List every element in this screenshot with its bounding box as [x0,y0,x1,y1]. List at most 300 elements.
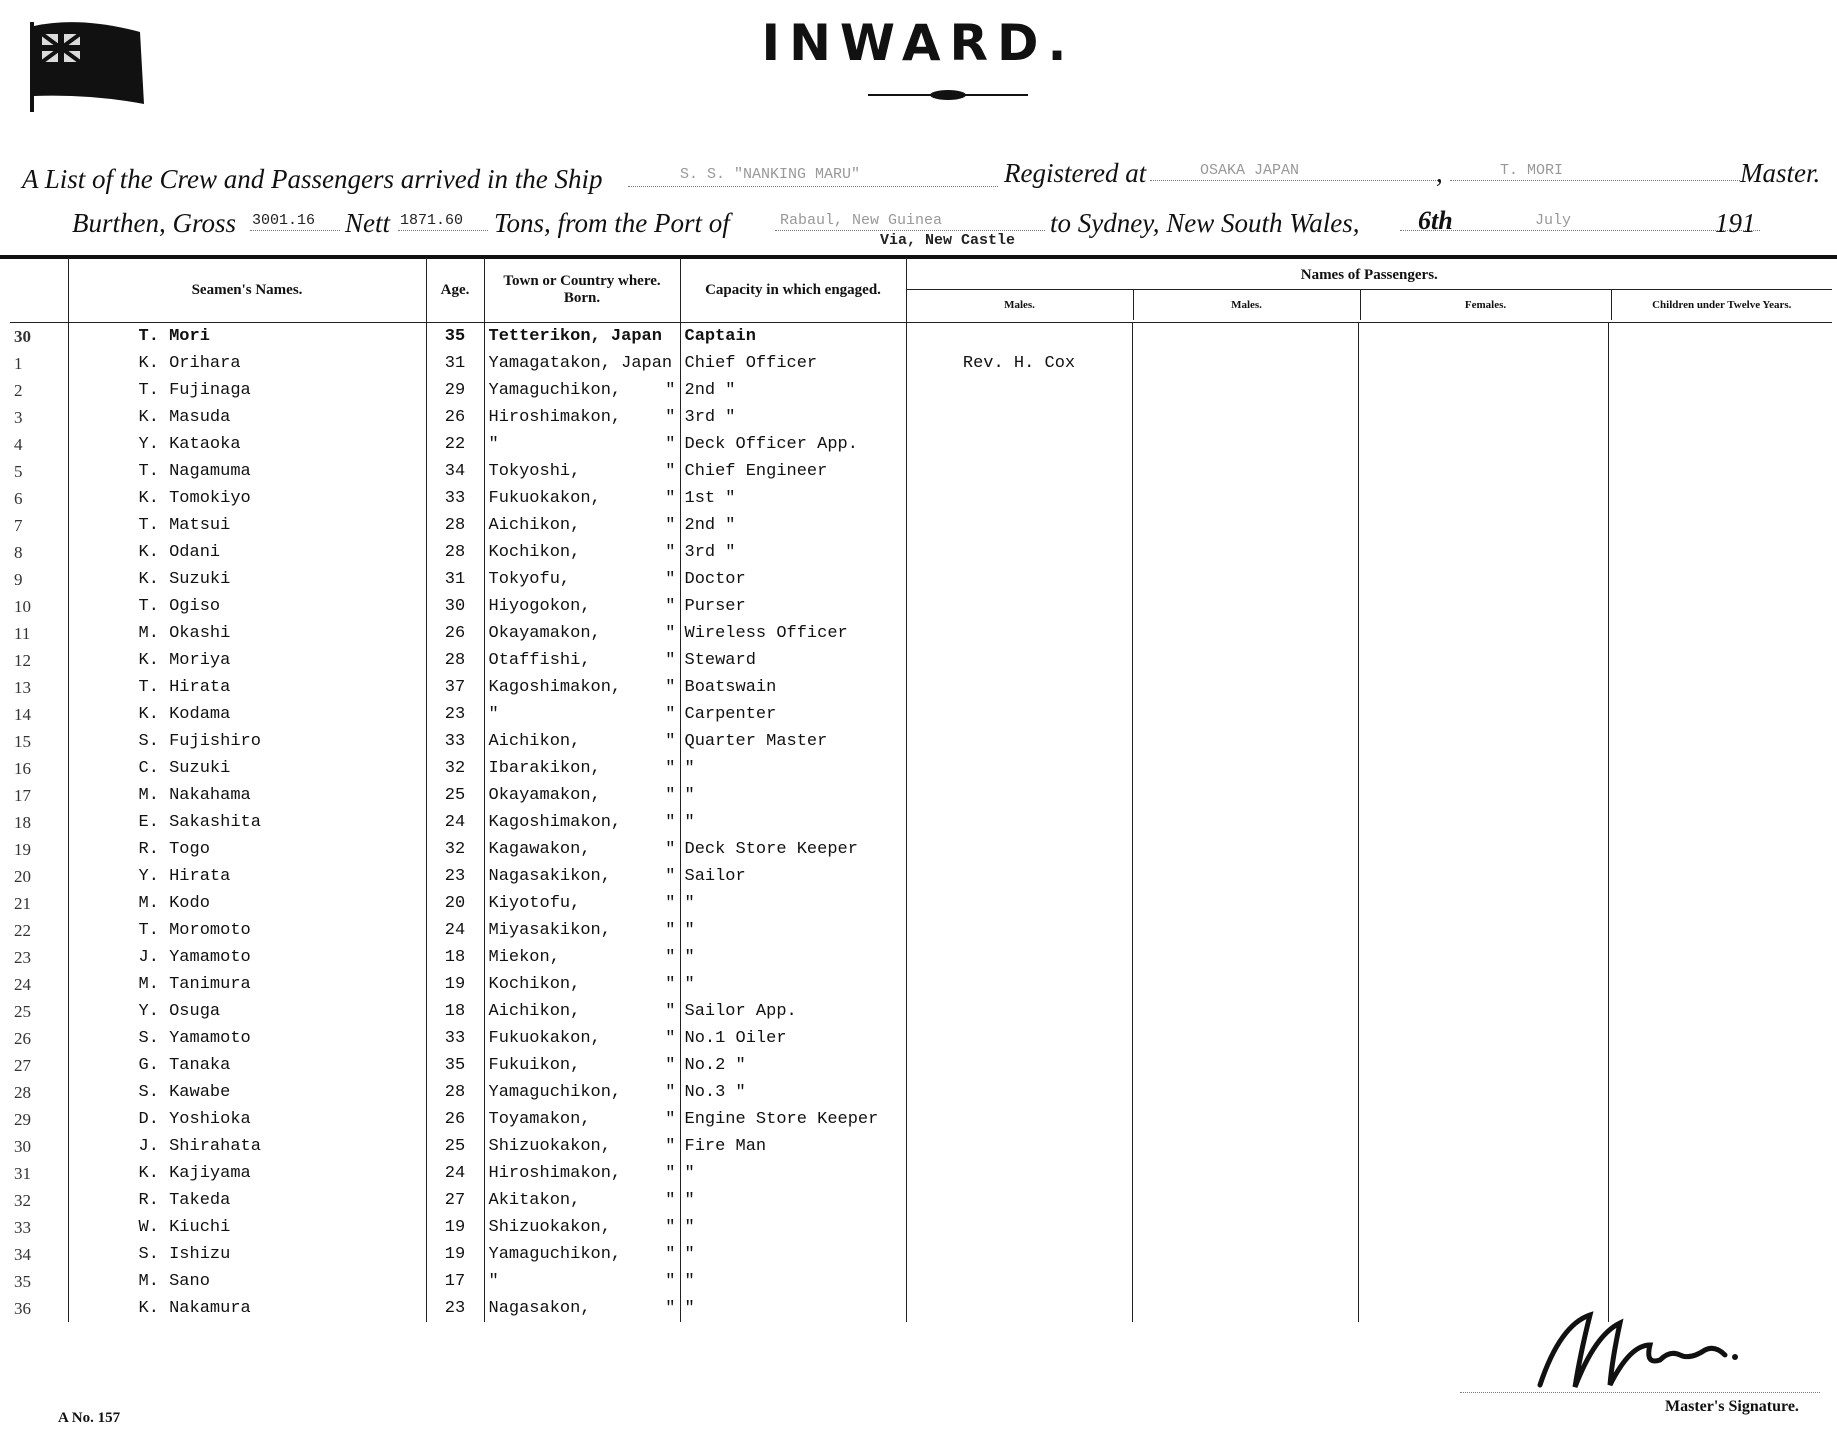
crew-number: 9 [14,569,23,589]
birthplace [484,728,680,755]
ditto-mark: " [665,624,676,643]
birthplace-text: Shizuokakon, [488,1137,611,1156]
passenger-cell [1608,755,1832,782]
seaman-age: 18 [426,944,484,971]
birthplace [484,512,680,539]
col-males-2: Males. [1133,290,1360,320]
birthplace-text: Nagasakon, [488,1299,591,1318]
crew-number: 14 [14,704,31,724]
birthplace [484,1214,680,1241]
seaman-age: 33 [426,485,484,512]
dotted-line [398,230,488,231]
seaman-age: 23 [426,863,484,890]
birthplace-text: Okayamakon, [488,786,601,805]
table-row [10,593,1832,620]
crew-number: 34 [14,1244,31,1264]
ditto-mark: " [665,894,676,913]
crew-number: 21 [14,893,31,913]
birthplace-text: " [488,705,499,724]
passenger-cell [1358,971,1608,998]
passenger-cell [1132,1025,1358,1052]
passenger-cell [1608,512,1832,539]
crew-number: 10 [14,596,31,616]
capacity: Deck Store Keeper [680,836,906,863]
capacity: Deck Officer App. [680,431,906,458]
seaman-name: K. Masuda [68,404,426,431]
seaman-age: 18 [426,998,484,1025]
table-row [10,620,1832,647]
passenger-cell [1132,377,1358,404]
seaman-age: 24 [426,809,484,836]
crew-number: 29 [14,1109,31,1129]
birthplace [484,944,680,971]
col-age: Age. [426,258,484,323]
passenger-cell [1358,323,1608,351]
arrival-day: 6th [1418,206,1453,235]
seaman-age: 19 [426,1214,484,1241]
crew-number: 35 [14,1271,31,1291]
passenger-cell [1608,647,1832,674]
birthplace [484,755,680,782]
seaman-age: 31 [426,566,484,593]
passenger-cell [1132,1079,1358,1106]
passenger-cell [1608,539,1832,566]
passenger-cell [1132,944,1358,971]
passenger-cell [1608,1079,1832,1106]
passenger-cell [1358,782,1608,809]
capacity: " [680,782,906,809]
dotted-line [1400,230,1760,231]
crew-number: 24 [14,974,31,994]
seaman-age: 24 [426,917,484,944]
passenger-cell [1358,431,1608,458]
birthplace-text: Kochikon, [488,975,581,994]
seaman-age: 27 [426,1187,484,1214]
col-town: Town or Country where. Born. [484,258,680,323]
ditto-mark: " [665,840,676,859]
seaman-name: S. Yamamoto [68,1025,426,1052]
capacity: Steward [680,647,906,674]
ditto-mark: " [665,732,676,751]
birthplace [484,1268,680,1295]
seaman-name: S. Kawabe [68,1079,426,1106]
capacity: 2nd " [680,512,906,539]
crew-number: 23 [14,947,31,967]
birthplace-text: Yamagatakon, Japan [488,354,673,373]
table-row [10,890,1832,917]
passenger-cell [1608,593,1832,620]
crew-number: 20 [14,866,31,886]
passenger-cell [906,1133,1132,1160]
col-males-1: Males. [1004,298,1035,311]
capacity: " [680,890,906,917]
capacity: 1st " [680,485,906,512]
seaman-age: 32 [426,755,484,782]
col-children: Children under Twelve Years. [1611,290,1833,320]
ditto-mark: " [665,1137,676,1156]
seaman-age: 28 [426,647,484,674]
passenger-cell [906,458,1132,485]
birthplace-text: Otaffishi, [488,651,591,670]
passenger-cell [1132,836,1358,863]
crew-number: 8 [14,542,23,562]
table-row [10,998,1832,1025]
seaman-name: J. Shirahata [68,1133,426,1160]
tons-label: Tons, from the Port of [494,208,730,238]
passenger-cell [1132,620,1358,647]
passengers-heading: Names of Passengers. [907,261,1833,290]
birthplace [484,917,680,944]
crew-number: 32 [14,1190,31,1210]
seaman-name: S. Ishizu [68,1241,426,1268]
ditto-mark: " [665,1164,676,1183]
seaman-name: K. Suzuki [68,566,426,593]
passenger-cell [1132,512,1358,539]
signature-label: Master's Signature. [1665,1398,1799,1415]
capacity: Captain [680,323,906,351]
passenger-cell [906,1241,1132,1268]
passenger-cell [1132,1268,1358,1295]
passenger-cell [1132,971,1358,998]
birthplace-text: Yamaguchikon, [488,381,622,400]
birthplace-text: " [488,1272,499,1291]
seaman-name: R. Togo [68,836,426,863]
passenger-cell [906,1295,1132,1322]
passenger-cell [906,701,1132,728]
birthplace-text: Tetterikon, Japan [488,327,662,346]
registered-label: Registered at [1004,158,1147,188]
passenger-cell [1358,1079,1608,1106]
capacity: " [680,755,906,782]
passenger-cell [1358,458,1608,485]
seaman-age: 23 [426,1295,484,1322]
passenger-cell [1608,998,1832,1025]
capacity: No.3 " [680,1079,906,1106]
passenger-cell [906,944,1132,971]
registered-at: OSAKA JAPAN [1200,162,1300,179]
dotted-line [1450,180,1740,181]
table-row [10,1214,1832,1241]
passenger-cell [1132,782,1358,809]
seaman-name: Y. Kataoka [68,431,426,458]
nett-tonnage: 1871.60 [400,212,464,229]
capacity: " [680,1241,906,1268]
birthplace-text: Yamaguchikon, [488,1083,622,1102]
ditto-mark: " [665,948,676,967]
passenger-cell [1132,323,1358,351]
ditto-mark: " [665,651,676,670]
passenger-cell [1358,1052,1608,1079]
passenger-cell [1608,377,1832,404]
ditto-mark: " [665,381,676,400]
capacity: Fire Man [680,1133,906,1160]
seaman-age: 28 [426,539,484,566]
passenger-cell [1358,890,1608,917]
birthplace [484,782,680,809]
ditto-mark: " [665,597,676,616]
passenger-cell [1358,809,1608,836]
birthplace [484,593,680,620]
birthplace-text: Miyasakikon, [488,921,611,940]
passenger-cell [1358,620,1608,647]
birthplace-text: Akitakon, [488,1191,581,1210]
ditto-mark: " [665,813,676,832]
crew-number: 30 [14,326,31,346]
passenger-cell [906,863,1132,890]
passenger-cell [1608,863,1832,890]
capacity: Chief Officer [680,350,906,377]
passenger-cell [1608,890,1832,917]
ditto-mark: " [665,1083,676,1102]
passenger-cell [1132,647,1358,674]
seaman-age: 30 [426,593,484,620]
capacity: 3rd " [680,404,906,431]
passenger-cell [1358,836,1608,863]
capacity: Quarter Master [680,728,906,755]
passenger-cell [906,809,1132,836]
seaman-name: W. Kiuchi [68,1214,426,1241]
seaman-name: K. Nakamura [68,1295,426,1322]
passenger-cell [906,620,1132,647]
crew-number: 36 [14,1298,31,1318]
seaman-name: G. Tanaka [68,1052,426,1079]
table-row [10,1160,1832,1187]
birthplace [484,1133,680,1160]
crew-number: 31 [14,1163,31,1183]
crew-number: 17 [14,785,31,805]
capacity: " [680,971,906,998]
master-name: T. MORI [1500,162,1564,179]
table-row [10,1187,1832,1214]
birthplace [484,1160,680,1187]
ditto-mark: " [665,1218,676,1237]
table-row [10,701,1832,728]
seaman-name: K. Kodama [68,701,426,728]
crew-number: 16 [14,758,31,778]
seaman-name: T. Ogiso [68,593,426,620]
ornament-divider [868,88,1028,102]
capacity: " [680,809,906,836]
table-row [10,1079,1832,1106]
capacity: Carpenter [680,701,906,728]
passenger-cell [1608,566,1832,593]
ditto-mark: " [665,921,676,940]
ditto-mark: " [665,1191,676,1210]
birthplace-text: Fukuokakon, [488,489,601,508]
passenger-cell [906,917,1132,944]
seaman-name: M. Sano [68,1268,426,1295]
passenger-cell [1358,1214,1608,1241]
passenger-cell [1358,1133,1608,1160]
table-row [10,1052,1832,1079]
table-row [10,728,1832,755]
seaman-name: M. Kodo [68,890,426,917]
passenger-cell [1608,1133,1832,1160]
capacity: " [680,1160,906,1187]
birthplace-text: Yamaguchikon, [488,1245,622,1264]
crew-number: 12 [14,650,31,670]
passenger-cell [1132,1133,1358,1160]
passenger-cell [1608,944,1832,971]
birthplace [484,998,680,1025]
birthplace-text: Fukuikon, [488,1056,581,1075]
seaman-age: 24 [426,1160,484,1187]
passenger-cell [1358,1187,1608,1214]
passenger-cell [1358,485,1608,512]
table-row [10,647,1832,674]
birthplace-text: Nagasakikon, [488,867,611,886]
crew-number: 28 [14,1082,31,1102]
passenger-cell [1132,1052,1358,1079]
dotted-line [1150,180,1440,181]
passenger-cell [906,674,1132,701]
passenger-cell [1132,458,1358,485]
nett-label: Nett [345,208,390,238]
passenger-cell [1132,485,1358,512]
passenger-cell [1358,728,1608,755]
passenger-cell [1358,1025,1608,1052]
manifest-table [10,258,1832,1322]
crew-number: 19 [14,839,31,859]
seaman-age: 26 [426,404,484,431]
capacity: Boatswain [680,674,906,701]
passenger-cell [1608,350,1832,377]
capacity: Engine Store Keeper [680,1106,906,1133]
passenger-cell [1358,917,1608,944]
birthplace-text: Ibarakikon, [488,759,601,778]
ditto-mark: " [665,543,676,562]
table-row [10,755,1832,782]
seaman-age: 19 [426,971,484,998]
capacity: 3rd " [680,539,906,566]
crew-number: 22 [14,920,31,940]
capacity: Sailor [680,863,906,890]
seaman-age: 33 [426,728,484,755]
passenger-cell [1358,1106,1608,1133]
passenger-cell [906,1214,1132,1241]
col-capacity: Capacity in which engaged. [680,258,906,323]
passenger-cell [1358,539,1608,566]
passenger-cell [1608,674,1832,701]
seaman-age: 25 [426,1133,484,1160]
table-row [10,1106,1832,1133]
birthplace-text: Shizuokakon, [488,1218,611,1237]
ditto-mark: " [665,408,676,427]
crew-number: 6 [14,488,23,508]
seaman-name: T. Mori [68,323,426,351]
passenger-cell [1608,620,1832,647]
passenger-cell [1608,1106,1832,1133]
table-row [10,809,1832,836]
seaman-name: T. Matsui [68,512,426,539]
birthplace [484,1106,680,1133]
passenger-cell [1358,593,1608,620]
crew-number: 4 [14,434,23,454]
table-row [10,404,1832,431]
passenger-cell [1608,1187,1832,1214]
crew-number: 11 [14,623,31,643]
birthplace-text: Kagawakon, [488,840,591,859]
passenger-cell [906,1025,1132,1052]
passenger-cell [1132,701,1358,728]
passenger-cell [1132,674,1358,701]
table-row [10,1241,1832,1268]
arrival-year: 191 [1715,208,1756,238]
passenger-cell [1358,512,1608,539]
crew-number: 27 [14,1055,31,1075]
form-number: A No. 157 [58,1410,121,1426]
passenger-cell [1358,647,1608,674]
ditto-mark: " [665,1245,676,1264]
master-label: Master. [1740,158,1821,188]
passenger-cell [1358,1160,1608,1187]
seaman-name: M. Nakahama [68,782,426,809]
birthplace-text: Miekon, [488,948,560,967]
passenger-cell [1132,350,1358,377]
table-row [10,485,1832,512]
passenger-cell [1132,890,1358,917]
passenger-cell [1358,350,1608,377]
passenger-cell [906,539,1132,566]
capacity: " [680,1187,906,1214]
capacity: Purser [680,593,906,620]
passenger-cell [1132,1160,1358,1187]
ditto-mark: " [665,867,676,886]
passenger-cell [1608,485,1832,512]
passenger-cell [1132,566,1358,593]
crew-number: 33 [14,1217,31,1237]
seaman-age: 29 [426,377,484,404]
passenger-cell [906,1106,1132,1133]
arrival-month: July [1535,212,1572,229]
capacity: Doctor [680,566,906,593]
table-row [10,836,1832,863]
passenger-cell [906,647,1132,674]
seaman-name: R. Takeda [68,1187,426,1214]
seaman-name: S. Fujishiro [68,728,426,755]
passenger-cell [906,323,1132,351]
seaman-name: M. Okashi [68,620,426,647]
passenger-cell [1132,1187,1358,1214]
birthplace [484,863,680,890]
table-row [10,917,1832,944]
birthplace [484,566,680,593]
seaman-age: 20 [426,890,484,917]
crew-number: 2 [14,380,23,400]
ditto-mark: " [665,1029,676,1048]
passenger-cell [1608,1025,1832,1052]
seaman-name: K. Orihara [68,350,426,377]
capacity: " [680,917,906,944]
passenger-cell [1608,782,1832,809]
seaman-name: J. Yamamoto [68,944,426,971]
crew-number: 18 [14,812,31,832]
passenger-cell [1132,431,1358,458]
seaman-name: K. Odani [68,539,426,566]
passenger-cell [1608,971,1832,998]
passenger-cell [1358,404,1608,431]
capacity: 2nd " [680,377,906,404]
via-port: Via, New Castle [880,232,1016,249]
col-number [10,258,68,323]
seaman-age: 37 [426,674,484,701]
birthplace-text: Aichikon, [488,1002,581,1021]
passenger-cell [1608,701,1832,728]
seaman-age: 31 [426,350,484,377]
passenger-cell [1358,566,1608,593]
birthplace [484,431,680,458]
passenger-cell [1132,1214,1358,1241]
